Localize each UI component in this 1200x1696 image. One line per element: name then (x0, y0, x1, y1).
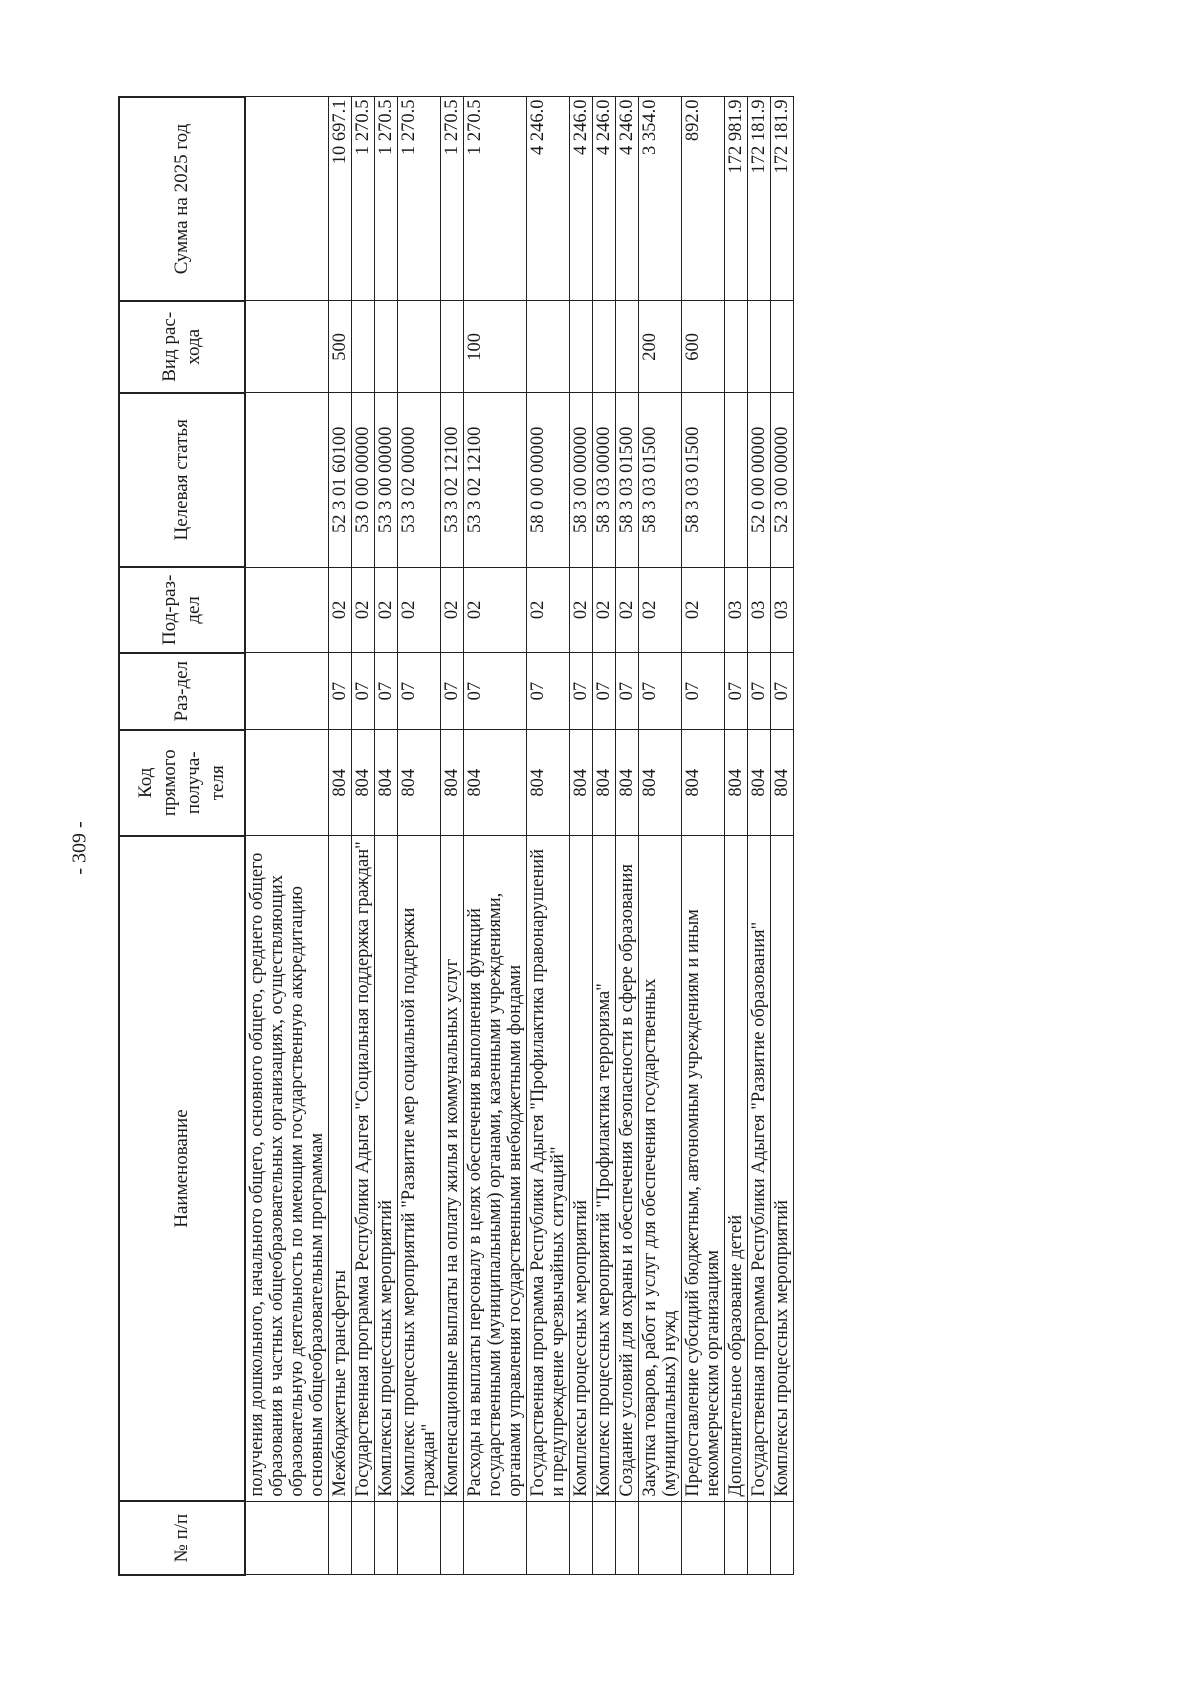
table-row (748, 97, 771, 1575)
row-podrazdel-cell: 02 (639, 567, 682, 653)
row-podrazdel-cell: 02 (441, 567, 464, 653)
row-name-cell: Дополнительное образование детей (725, 836, 748, 1501)
row-num-cell (527, 1501, 570, 1575)
row-razdel-cell: 07 (329, 653, 352, 730)
row-num-cell (748, 1501, 771, 1575)
header-target-article: Целевая статья (119, 393, 245, 567)
row-podrazdel-cell: 02 (527, 567, 570, 653)
row-target-article-cell: 58 3 00 00000 (570, 393, 593, 567)
row-name-cell: Создание условий для охраны и обеспечения безопасности в сфере образования (616, 836, 639, 1501)
table-row (329, 97, 352, 1575)
row-target-article-cell: 58 3 03 01500 (639, 393, 682, 567)
row-name-cell: Расходы на выплаты персоналу в целях обеспечения выполнения функций государственными (муниципальными) органами, казенными учреждениями, органами управления государственными внебюджетными фондами (464, 836, 527, 1501)
row-recipient-code-cell: 804 (748, 730, 771, 836)
header-razdel: Раз-дел (119, 653, 245, 730)
table-row (570, 97, 593, 1575)
row-num-cell (464, 1501, 527, 1575)
row-razdel-cell: 07 (682, 653, 725, 730)
row-expense-type-cell (352, 301, 375, 393)
row-recipient-code-cell: 804 (441, 730, 464, 836)
row-name-cell: Предоставление субсидий бюджетным, автономным учреждениям и иным некоммерческим организациям (682, 836, 725, 1501)
row-podrazdel-cell: 03 (771, 567, 794, 653)
row-num-cell (593, 1501, 616, 1575)
row-amount-cell: 4 246.0 (570, 97, 593, 301)
header-amount-2025: Сумма на 2025 год (119, 97, 245, 301)
row-amount-cell: 172 181.9 (748, 97, 771, 301)
table-row (464, 97, 527, 1575)
row-amount-cell: 892.0 (682, 97, 725, 301)
row-amount-cell: 1 270.5 (375, 97, 398, 301)
row-amount-cell (245, 97, 329, 301)
row-num-cell (329, 1501, 352, 1575)
row-expense-type-cell: 200 (639, 301, 682, 393)
table-row (725, 97, 748, 1575)
table-row (398, 97, 441, 1575)
row-expense-type-cell (748, 301, 771, 393)
row-amount-cell: 1 270.5 (464, 97, 527, 301)
row-target-article-cell: 53 3 02 12100 (441, 393, 464, 567)
row-target-article-cell: 58 3 03 00000 (593, 393, 616, 567)
row-amount-cell: 4 246.0 (527, 97, 570, 301)
row-podrazdel-cell (245, 567, 329, 653)
row-name-cell: Комплекс процессных мероприятий "Развитие мер социальной поддержки граждан" (398, 836, 441, 1501)
row-razdel-cell: 07 (464, 653, 527, 730)
table-row (441, 97, 464, 1575)
row-num-cell (441, 1501, 464, 1575)
row-target-article-cell: 53 3 02 00000 (398, 393, 441, 567)
row-recipient-code-cell: 804 (725, 730, 748, 836)
row-recipient-code-cell: 804 (570, 730, 593, 836)
row-target-article-cell: 52 0 00 00000 (748, 393, 771, 567)
row-razdel-cell: 07 (771, 653, 794, 730)
row-amount-cell: 172 181.9 (771, 97, 794, 301)
row-num-cell (725, 1501, 748, 1575)
row-num-cell (616, 1501, 639, 1575)
row-razdel-cell: 07 (527, 653, 570, 730)
row-target-article-cell: 53 3 00 00000 (375, 393, 398, 567)
row-podrazdel-cell: 02 (329, 567, 352, 653)
row-name-cell: Комплексы процессных мероприятий (375, 836, 398, 1501)
row-podrazdel-cell: 03 (725, 567, 748, 653)
table-row (771, 97, 794, 1575)
row-expense-type-cell (616, 301, 639, 393)
row-razdel-cell: 07 (639, 653, 682, 730)
table-row (352, 97, 375, 1575)
row-amount-cell: 1 270.5 (398, 97, 441, 301)
row-recipient-code-cell: 804 (771, 730, 794, 836)
table-row (527, 97, 570, 1575)
table-row (616, 97, 639, 1575)
row-name-cell: Комплексы процессных мероприятий (570, 836, 593, 1501)
row-razdel-cell: 07 (570, 653, 593, 730)
row-podrazdel-cell: 02 (616, 567, 639, 653)
row-amount-cell: 10 697.1 (329, 97, 352, 301)
row-target-article-cell: 53 0 00 00000 (352, 393, 375, 567)
row-target-article-cell: 58 0 00 00000 (527, 393, 570, 567)
row-expense-type-cell (245, 301, 329, 393)
row-target-article-cell: 58 3 03 01500 (682, 393, 725, 567)
row-name-cell: Комплексы процессных мероприятий (771, 836, 794, 1501)
rotated-table-container (118, 96, 1088, 1576)
row-expense-type-cell (375, 301, 398, 393)
row-name-cell: Комплекс процессных мероприятий "Профилактика терроризма" (593, 836, 616, 1501)
row-amount-cell: 4 246.0 (616, 97, 639, 301)
row-podrazdel-cell: 02 (464, 567, 527, 653)
table-row (375, 97, 398, 1575)
row-podrazdel-cell: 02 (593, 567, 616, 653)
row-recipient-code-cell (245, 730, 329, 836)
row-razdel-cell (245, 653, 329, 730)
row-podrazdel-cell: 02 (375, 567, 398, 653)
row-recipient-code-cell: 804 (375, 730, 398, 836)
row-num-cell (352, 1501, 375, 1575)
row-target-article-cell: 58 3 03 01500 (616, 393, 639, 567)
row-num-cell (682, 1501, 725, 1575)
row-razdel-cell: 07 (748, 653, 771, 730)
row-name-cell: Закупка товаров, работ и услуг для обеспечения государственных (муниципальных) нужд (639, 836, 682, 1501)
table-body (245, 97, 794, 1575)
header-name: Наименование (119, 836, 245, 1501)
row-razdel-cell: 07 (725, 653, 748, 730)
header-recipient-code: Код прямого получа-теля (119, 730, 245, 836)
row-target-article-cell: 52 3 00 00000 (771, 393, 794, 567)
row-recipient-code-cell: 804 (329, 730, 352, 836)
row-podrazdel-cell: 02 (682, 567, 725, 653)
header-podrazdel: Под-раз-дел (119, 567, 245, 653)
row-expense-type-cell: 500 (329, 301, 352, 393)
row-name-cell: Компенсационные выплаты на оплату жилья и коммунальных услуг (441, 836, 464, 1501)
row-amount-cell: 4 246.0 (593, 97, 616, 301)
row-amount-cell: 172 981.9 (725, 97, 748, 301)
row-expense-type-cell (527, 301, 570, 393)
row-num-cell (375, 1501, 398, 1575)
row-amount-cell: 3 354.0 (639, 97, 682, 301)
row-target-article-cell (725, 393, 748, 567)
row-razdel-cell: 07 (352, 653, 375, 730)
row-num-cell (639, 1501, 682, 1575)
row-name-cell: Государственная программа Республики Адыгея "Профилактика правонарушений и предупреждение чрезвычайных ситуаций" (527, 836, 570, 1501)
row-num-cell (398, 1501, 441, 1575)
row-num-cell (570, 1501, 593, 1575)
row-expense-type-cell (570, 301, 593, 393)
row-recipient-code-cell: 804 (616, 730, 639, 836)
row-podrazdel-cell: 02 (570, 567, 593, 653)
row-amount-cell: 1 270.5 (441, 97, 464, 301)
table-header-row (119, 97, 245, 1575)
table-row (682, 97, 725, 1575)
row-target-article-cell: 53 3 02 12100 (464, 393, 527, 567)
row-expense-type-cell: 100 (464, 301, 527, 393)
row-podrazdel-cell: 03 (748, 567, 771, 653)
row-razdel-cell: 07 (593, 653, 616, 730)
row-recipient-code-cell: 804 (352, 730, 375, 836)
row-expense-type-cell (725, 301, 748, 393)
table-row (245, 97, 329, 1575)
row-expense-type-cell (398, 301, 441, 393)
row-recipient-code-cell: 804 (527, 730, 570, 836)
row-name-cell: Государственная программа Республики Адыгея "Развитие образования" (748, 836, 771, 1501)
row-expense-type-cell (441, 301, 464, 393)
row-razdel-cell: 07 (616, 653, 639, 730)
row-num-cell (245, 1501, 329, 1575)
page-number: - 309 - (68, 821, 91, 875)
row-recipient-code-cell: 804 (639, 730, 682, 836)
row-razdel-cell: 07 (441, 653, 464, 730)
row-target-article-cell: 52 3 01 60100 (329, 393, 352, 567)
row-recipient-code-cell: 804 (398, 730, 441, 836)
row-podrazdel-cell: 02 (352, 567, 375, 653)
row-podrazdel-cell: 02 (398, 567, 441, 653)
table-row (639, 97, 682, 1575)
header-num: № п/п (119, 1501, 245, 1575)
row-recipient-code-cell: 804 (682, 730, 725, 836)
row-name-cell: Государственная программа Республики Адыгея "Социальная поддержка граждан" (352, 836, 375, 1501)
row-expense-type-cell (771, 301, 794, 393)
row-name-cell: получения дошкольного, начального общего, основного общего, среднего общего образования в частных общеобразовательных организациях, осуществляющих образовательную деятельность по имеющим государственную аккредитацию основным общеобразовательным программам (245, 836, 329, 1501)
row-target-article-cell (245, 393, 329, 567)
budget-table (118, 96, 794, 1576)
header-expense-type: Вид рас-хода (119, 301, 245, 393)
row-recipient-code-cell: 804 (593, 730, 616, 836)
table-row (593, 97, 616, 1575)
row-razdel-cell: 07 (375, 653, 398, 730)
row-name-cell: Межбюджетные трансферты (329, 836, 352, 1501)
row-num-cell (771, 1501, 794, 1575)
row-recipient-code-cell: 804 (464, 730, 527, 836)
row-razdel-cell: 07 (398, 653, 441, 730)
row-expense-type-cell (593, 301, 616, 393)
row-expense-type-cell: 600 (682, 301, 725, 393)
row-amount-cell: 1 270.5 (352, 97, 375, 301)
